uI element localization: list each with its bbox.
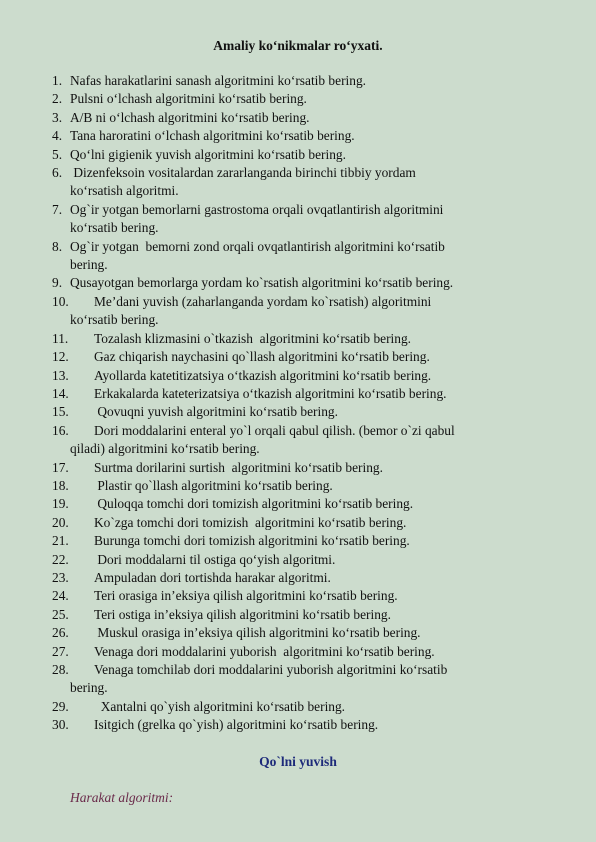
list-item <box>52 348 552 366</box>
list-item-number: 12. <box>52 349 69 365</box>
list-item-line: Tana haroratini o‘lchash algoritmini ko‘rsatib bering. <box>70 128 355 144</box>
list-item-line: Teri orasiga in’eksiya qilish algoritmini ko‘rsatib bering. <box>94 588 398 604</box>
list-item-line: Nafas harakatlarini sanash algoritmini ko‘rsatib bering. <box>70 73 366 88</box>
list-item <box>52 72 552 90</box>
list-item-text <box>70 146 552 164</box>
list-item-line: ko‘rsatib bering. <box>70 312 159 328</box>
list-item-number: 26. <box>52 625 69 641</box>
list-item-text <box>94 495 552 513</box>
list-item-text <box>94 477 552 495</box>
list-item <box>52 587 552 605</box>
list-item <box>52 661 552 698</box>
list-item-text <box>94 514 552 532</box>
list-item-line: Teri ostiga in’eksiya qilish algoritmini ko‘rsatib bering. <box>94 606 391 622</box>
list-item-line: Ko`zga tomchi dori tomizish algoritmini ko‘rsatib bering. <box>94 514 407 530</box>
list-item-text <box>94 385 552 403</box>
list-item-number: 20. <box>52 514 69 530</box>
list-item-line: Dizenfeksoin vositalardan zararlanganda birinchi tibbiy yordam <box>70 165 416 181</box>
list-item <box>52 109 552 127</box>
list-item-number: 10. <box>52 293 69 309</box>
list-item-text <box>94 569 552 587</box>
list-item-line: bering. <box>70 257 108 273</box>
section-label: Harakat algoritmi: <box>70 790 174 805</box>
list-item-line: Ampuladan dori tortishda harakar algoritmi. <box>94 569 331 585</box>
list-item-number: 24. <box>52 588 69 604</box>
list-item-number: 27. <box>52 643 69 659</box>
list-item-text <box>70 201 552 238</box>
page-title: Amaliy ko‘nikmalar ro‘yxati. <box>213 38 383 53</box>
list-item-text <box>94 532 552 550</box>
list-item-line: Venaga dori moddalarini yuborish algoritmini ko‘rsatib bering. <box>94 643 435 659</box>
list-item-line: Quloqqa tomchi dori tomizish algoritmini ko‘rsatib bering. <box>94 496 414 512</box>
list-item-text <box>70 127 552 145</box>
list-item-line: Isitgich (grelka qo`yish) algoritmini ko‘rsatib bering. <box>94 717 379 733</box>
list-item-text <box>70 109 552 127</box>
list-item-line: Muskul orasiga in’eksiya qilish algoritmini ko‘rsatib bering. <box>94 625 421 641</box>
list-item-number: 30. <box>52 717 69 733</box>
list-item <box>52 624 552 642</box>
list-item <box>52 127 552 145</box>
list-item-number: 23. <box>52 569 69 585</box>
list-item-line: bering. <box>70 680 108 696</box>
list-item-text <box>94 348 552 366</box>
list-item-number: 28. <box>52 662 69 677</box>
list-item-text <box>94 716 552 734</box>
list-item-line: ko‘rsatib bering. <box>70 220 159 236</box>
list-item <box>52 146 552 164</box>
list-item-line: Plastir qo`llash algoritmini ko‘rsatib bering. <box>94 477 333 493</box>
list-item-line: Dori moddalarni til ostiga qo‘yish algoritmi. <box>94 551 336 567</box>
list-item-number: 7. <box>52 201 63 217</box>
list-item <box>52 422 552 459</box>
list-item <box>52 698 552 716</box>
list-item-line: Dori moddalarini enteral yo`l orqali qabul qilish. (bemor o`zi qabul <box>94 422 455 438</box>
list-item-line: Tozalash klizmasini o`tkazish algoritmini ko‘rsatib bering. <box>94 330 412 346</box>
skills-list <box>52 72 552 735</box>
list-item-text <box>94 551 552 569</box>
list-item-line: Pulsni o‘lchash algoritmini ko‘rsatib bering. <box>70 91 307 107</box>
list-item-line: Erkakalarda kateterizatsiya o‘tkazish algoritmini ko‘rsatib bering. <box>94 385 447 401</box>
list-item-line: qiladi) algoritmini ko‘rsatib bering. <box>70 441 260 457</box>
list-item <box>52 274 552 292</box>
list-item-line: Venaga tomchilab dori moddalarini yuborish algoritmini ko‘rsatib <box>94 662 448 677</box>
list-item <box>52 606 552 624</box>
list-item-number: 1. <box>52 73 63 88</box>
list-item-number: 25. <box>52 606 69 622</box>
list-item <box>52 201 552 238</box>
list-item-text <box>94 643 552 661</box>
list-item <box>52 385 552 403</box>
list-item-line: Me’dani yuvish (zaharlanganda yordam ko`rsatish) algoritmini <box>94 293 432 309</box>
list-item-text <box>70 661 552 698</box>
list-item-text <box>70 72 552 90</box>
list-item-text <box>70 90 552 108</box>
list-item <box>52 403 552 421</box>
list-item-number: 6. <box>52 165 63 181</box>
list-item-number: 9. <box>52 275 63 291</box>
list-item-number: 4. <box>52 128 63 144</box>
list-item-line: Qo‘lni gigienik yuvish algoritmini ko‘rsatib bering. <box>70 146 346 162</box>
list-item <box>52 643 552 661</box>
list-item-line: A/B ni o‘lchash algoritmini ko‘rsatib bering. <box>70 109 310 125</box>
list-item-line: ko‘rsatish algoritmi. <box>70 183 179 199</box>
section-title: Qo`lni yuvish <box>259 754 337 769</box>
list-item-text <box>94 403 552 421</box>
list-item-line: Qusayotgan bemorlarga yordam ko`rsatish algoritmini ko‘rsatib bering. <box>70 275 454 291</box>
list-item-text <box>70 293 552 330</box>
list-item-number: 3. <box>52 109 63 125</box>
list-item-line: Og`ir yotgan bemorlarni gastrostoma orqali ovqatlantirish algoritmini <box>70 201 444 217</box>
list-item-text <box>70 238 552 275</box>
list-item-text <box>94 459 552 477</box>
list-item <box>52 569 552 587</box>
list-item <box>52 477 552 495</box>
list-item-number: 18. <box>52 477 69 493</box>
list-item-text <box>94 367 552 385</box>
list-item <box>52 293 552 330</box>
list-item-number: 16. <box>52 422 69 438</box>
list-item-number: 15. <box>52 404 69 420</box>
list-item-line: Surtma dorilarini surtish algoritmini ko‘rsatib bering. <box>94 459 383 475</box>
list-item-line: Og`ir yotgan bemorni zond orqali ovqatlantirish algoritmini ko‘rsatib <box>70 238 445 254</box>
list-item <box>52 716 552 734</box>
list-item-text <box>70 422 552 459</box>
list-item-line: Burunga tomchi dori tomizish algoritmini ko‘rsatib bering. <box>94 533 410 549</box>
list-item <box>52 367 552 385</box>
list-item <box>52 330 552 348</box>
list-item-line: Gaz chiqarish naychasini qo`llash algoritmini ko‘rsatib bering. <box>94 349 430 365</box>
list-item-text <box>94 624 552 642</box>
list-item-number: 5. <box>52 146 63 162</box>
list-item-number: 13. <box>52 367 69 383</box>
list-item-number: 17. <box>52 459 69 475</box>
list-item-number: 8. <box>52 238 63 254</box>
list-item-text <box>70 164 552 201</box>
list-item <box>52 532 552 550</box>
list-item-number: 2. <box>52 91 63 107</box>
list-item-number: 14. <box>52 385 69 401</box>
list-item-number: 19. <box>52 496 69 512</box>
list-item-number: 11. <box>52 330 69 346</box>
list-item <box>52 90 552 108</box>
list-item-number: 29. <box>52 698 69 714</box>
list-item-number: 21. <box>52 533 69 549</box>
list-item-line: Ayollarda katetitizatsiya o‘tkazish algoritmini ko‘rsatib bering. <box>94 367 432 383</box>
list-item <box>52 514 552 532</box>
list-item <box>52 495 552 513</box>
list-item-text <box>94 698 552 716</box>
list-item-line: Xantalni qo`yish algoritmini ko‘rsatib bering. <box>94 698 346 714</box>
list-item <box>52 551 552 569</box>
list-item-text <box>70 274 552 292</box>
list-item <box>52 459 552 477</box>
list-item-line: Qovuqni yuvish algoritmini ko‘rsatib bering. <box>94 404 338 420</box>
list-item-text <box>94 330 552 348</box>
list-item-text <box>94 606 552 624</box>
list-item <box>52 238 552 275</box>
list-item-text <box>94 587 552 605</box>
list-item-number: 22. <box>52 551 69 567</box>
list-item <box>52 164 552 201</box>
